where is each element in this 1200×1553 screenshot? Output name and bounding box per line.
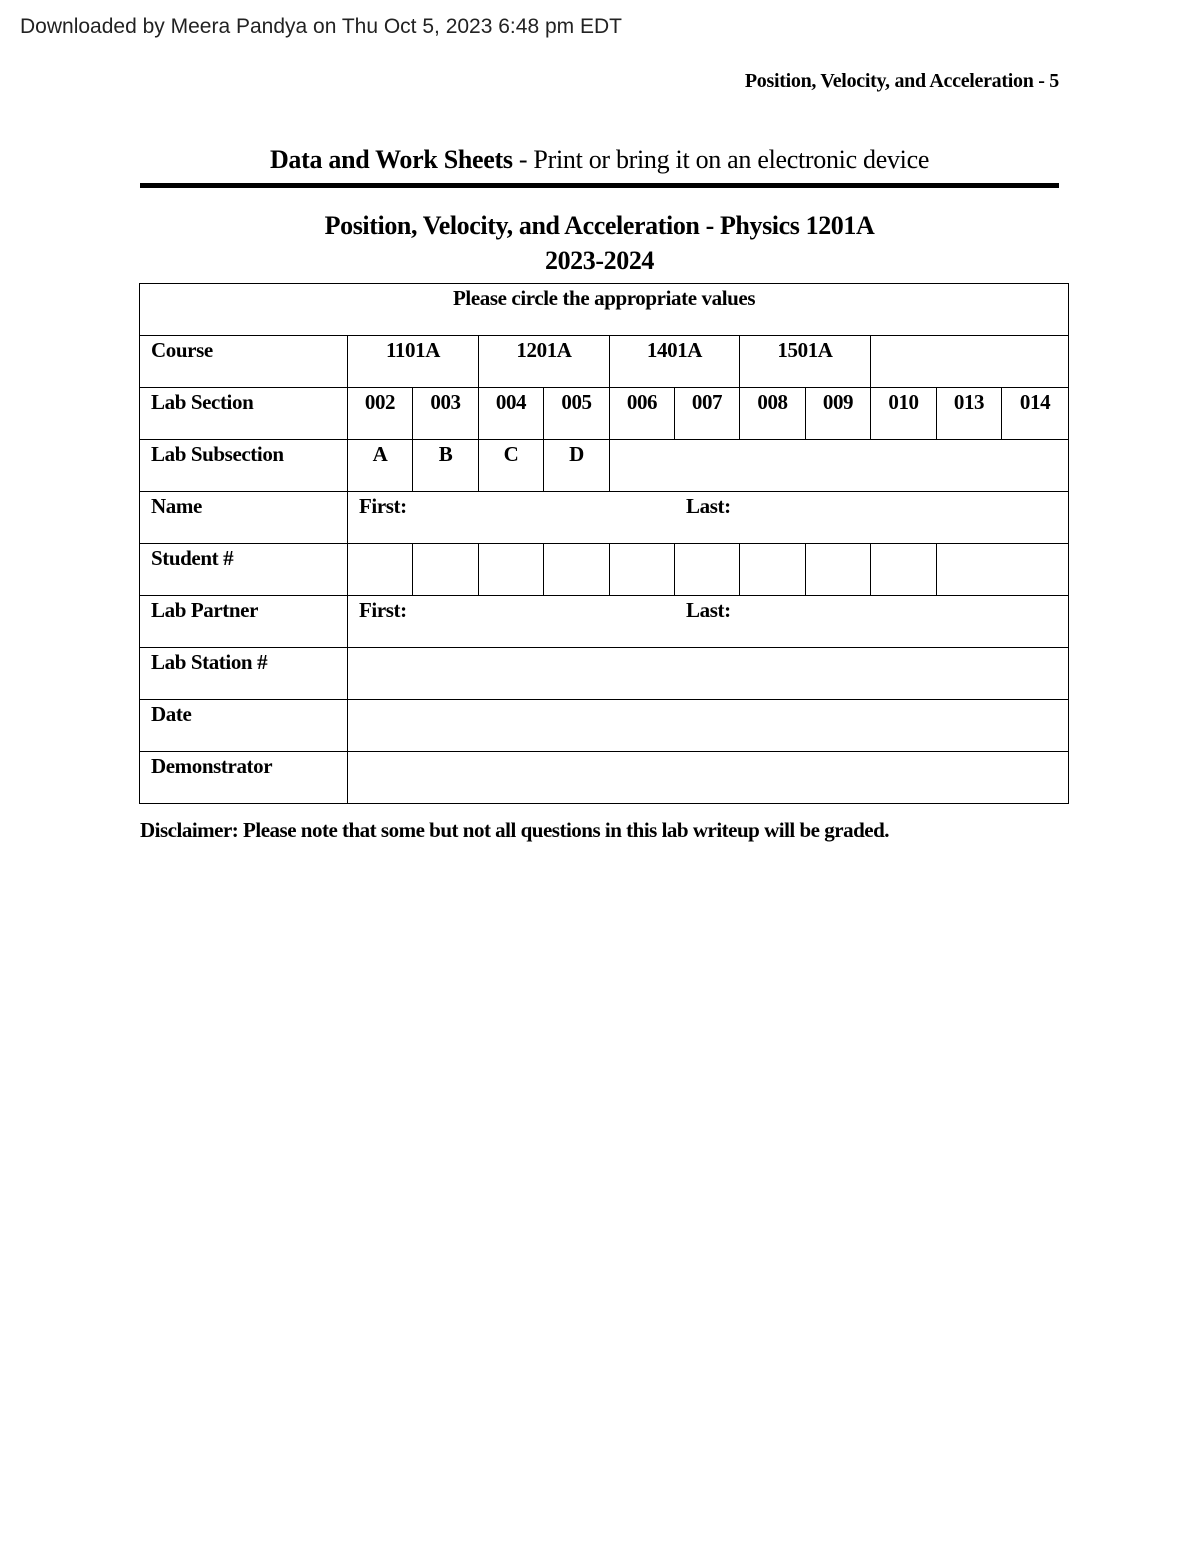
lab-station-label: Lab Station # bbox=[140, 648, 348, 700]
name-first-label: First: bbox=[359, 494, 407, 518]
form-banner-row bbox=[140, 284, 1069, 336]
course-empty-cell bbox=[871, 336, 1069, 388]
lab-section-option[interactable]: 005 bbox=[544, 388, 610, 440]
lab-station-field[interactable] bbox=[348, 648, 1069, 700]
student-number-digit-box[interactable] bbox=[740, 544, 806, 596]
course-option[interactable]: 1401A bbox=[610, 336, 740, 388]
lab-subsection-option[interactable]: D bbox=[544, 440, 610, 492]
student-number-digit-box[interactable] bbox=[806, 544, 871, 596]
course-row bbox=[140, 336, 1069, 388]
form-banner: Please circle the appropriate values bbox=[140, 284, 1069, 336]
course-option[interactable]: 1101A bbox=[348, 336, 479, 388]
download-note: Downloaded by Meera Pandya on Thu Oct 5, 2023 6:48 pm EDT bbox=[20, 15, 622, 38]
lab-section-option[interactable]: 014 bbox=[1002, 388, 1069, 440]
student-number-digit-box[interactable] bbox=[544, 544, 610, 596]
lab-partner-last-label: Last: bbox=[686, 598, 731, 622]
lab-section-option[interactable]: 004 bbox=[479, 388, 544, 440]
sheet-heading-bold: Data and Work Sheets bbox=[269, 145, 513, 174]
lab-title bbox=[140, 208, 1059, 278]
lab-section-option[interactable]: 002 bbox=[348, 388, 413, 440]
lab-section-option[interactable]: 008 bbox=[740, 388, 806, 440]
student-number-label: Student # bbox=[140, 544, 348, 596]
date-row bbox=[140, 700, 1069, 752]
demonstrator-field[interactable] bbox=[348, 752, 1069, 804]
course-label: Course bbox=[140, 336, 348, 388]
name-row bbox=[140, 492, 1069, 544]
name-label: Name bbox=[140, 492, 348, 544]
lab-station-row bbox=[140, 648, 1069, 700]
lab-section-option[interactable]: 007 bbox=[675, 388, 740, 440]
lab-subsection-option[interactable]: B bbox=[413, 440, 479, 492]
heading-rule bbox=[140, 183, 1059, 188]
lab-title-line1: Position, Velocity, and Acceleration - Physics 1201A bbox=[324, 211, 875, 240]
student-number-digit-box[interactable] bbox=[479, 544, 544, 596]
lab-section-option[interactable]: 006 bbox=[610, 388, 675, 440]
lab-partner-first-label: First: bbox=[359, 598, 407, 622]
lab-partner-row bbox=[140, 596, 1069, 648]
lab-section-row bbox=[140, 388, 1069, 440]
date-label: Date bbox=[140, 700, 348, 752]
student-number-row bbox=[140, 544, 1069, 596]
lab-subsection-option[interactable]: C bbox=[479, 440, 544, 492]
demonstrator-row bbox=[140, 752, 1069, 804]
running-header: Position, Velocity, and Acceleration - 5 bbox=[744, 70, 1059, 92]
student-number-digit-box[interactable] bbox=[348, 544, 413, 596]
lab-section-option[interactable]: 003 bbox=[413, 388, 479, 440]
lab-title-year: 2023-2024 bbox=[544, 246, 655, 275]
lab-subsection-row bbox=[140, 440, 1069, 492]
name-last-label: Last: bbox=[686, 494, 731, 518]
course-option[interactable]: 1201A bbox=[479, 336, 610, 388]
name-field[interactable] bbox=[348, 492, 1069, 544]
student-number-digit-box[interactable] bbox=[937, 544, 1069, 596]
lab-subsection-empty-cell bbox=[610, 440, 1069, 492]
sheet-heading-rest: - Print or bring it on an electronic device bbox=[512, 145, 930, 174]
lab-partner-label: Lab Partner bbox=[140, 596, 348, 648]
lab-info-form bbox=[139, 283, 1069, 804]
sheet-heading bbox=[140, 145, 1059, 175]
disclaimer: Disclaimer: Please note that some but not all questions in this lab writeup will be graded. bbox=[140, 818, 890, 842]
lab-section-option[interactable]: 013 bbox=[937, 388, 1002, 440]
student-number-digit-box[interactable] bbox=[871, 544, 937, 596]
lab-partner-field[interactable] bbox=[348, 596, 1069, 648]
student-number-digit-box[interactable] bbox=[413, 544, 479, 596]
student-number-digit-box[interactable] bbox=[610, 544, 675, 596]
date-field[interactable] bbox=[348, 700, 1069, 752]
lab-section-label: Lab Section bbox=[140, 388, 348, 440]
lab-section-option[interactable]: 010 bbox=[871, 388, 937, 440]
lab-subsection-option[interactable]: A bbox=[348, 440, 413, 492]
student-number-digit-box[interactable] bbox=[675, 544, 740, 596]
lab-section-option[interactable]: 009 bbox=[806, 388, 871, 440]
demonstrator-label: Demonstrator bbox=[140, 752, 348, 804]
course-option[interactable]: 1501A bbox=[740, 336, 871, 388]
lab-subsection-label: Lab Subsection bbox=[140, 440, 348, 492]
